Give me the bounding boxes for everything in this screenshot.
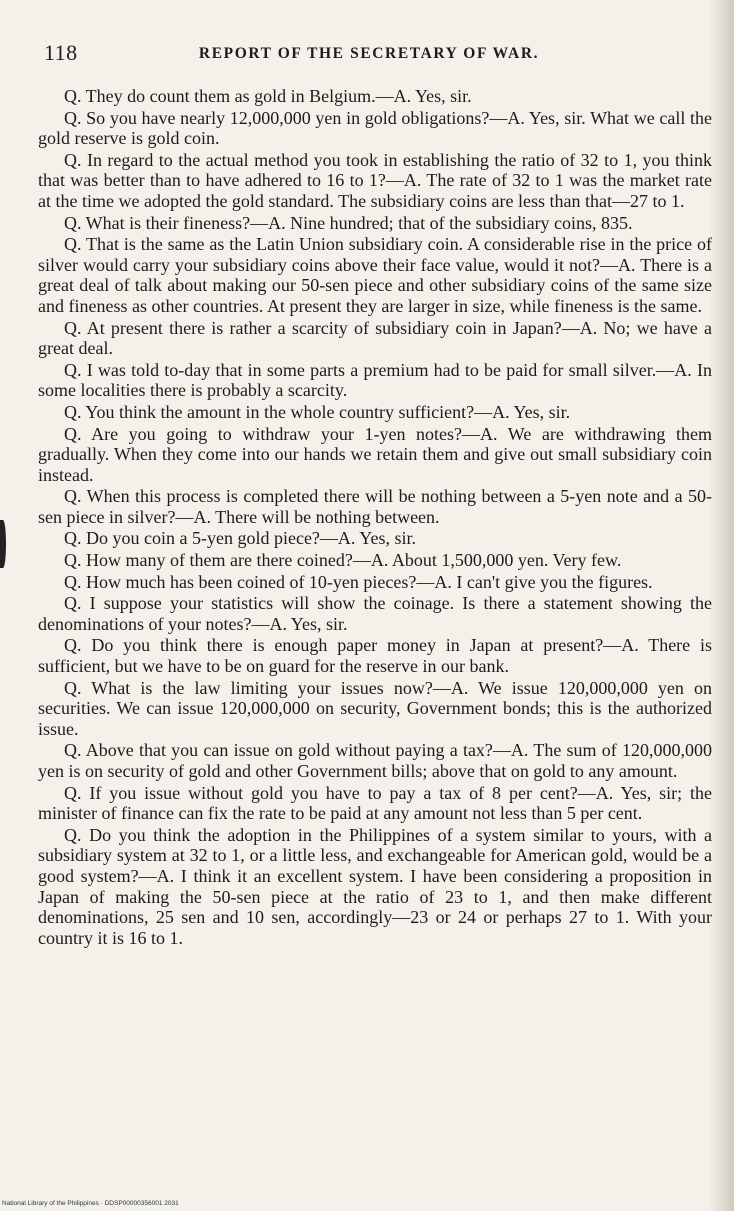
paragraph: Q. Above that you can issue on gold without paying a tax?—A. The sum of 120,000,000 yen is on security of gold and other Government bills; above that on gold to any amount.: [38, 740, 712, 781]
paragraph: Q. You think the amount in the whole country sufficient?—A. Yes, sir.: [64, 401, 571, 422]
paragraph: Q. So you have nearly 12,000,000 yen in gold obligations?—A. Yes, sir. What we call the gold reserve is gold coin.: [38, 107, 712, 149]
paragraph: Q. I was told to-day that in some parts a premium had to be paid for small silver.—A. In some localities there is probably a scarcity.: [38, 359, 712, 401]
paragraph: Q. At present there is rather a scarcity of subsidiary coin in Japan?—A. No; we have a great deal.: [38, 317, 712, 359]
paragraph: Q. I suppose your statistics will show the coinage. Is there a statement showing the denominations of your notes?—A. Yes, sir.: [38, 593, 712, 634]
paragraph: Q. What is the law limiting your issues now?—A. We issue 120,000,000 yen on securities. We can issue 120,000,000 on security, Government bonds; this is the authorized issue.: [38, 677, 712, 739]
paragraph: Q. What is their fineness?—A. Nine hundred; that of the subsidiary coins, 835.: [64, 212, 633, 233]
body-text: [38, 86, 712, 949]
scan-footer: National Library of the Philippines · DDSP00000356001 2031: [2, 1200, 179, 1207]
paragraph: Q. Do you think the adoption in the Philippines of a system similar to yours, with a subsidiary system at 32 to 1, or a little less, and exchangeable for American gold, would be a good system?—A. I think it an excellent system. I have been considering a proposition in Japan of making the 50-sen piece at the ratio of 23 to 1, and then make different denominations, 25 sen and 10 sen, accordingly—23 or 24 or perhaps 27 to 1. With your country it is 16 to 1.: [38, 824, 712, 948]
paragraph: Q. If you issue without gold you have to pay a tax of 8 per cent?—A. Yes, sir; the minister of finance can fix the rate to be paid at any amount not less than 5 per cent.: [38, 782, 712, 824]
paragraph: Q. That is the same as the Latin Union subsidiary coin. A considerable rise in the price of silver would carry your subsidiary coins above their face value, would it not?—A. There is a great deal of talk about making our 50-sen piece and other subsidiary coins of the same size and fineness as other countries. At present they are larger in size, while fineness is the same.: [38, 234, 712, 316]
page-number: 118: [44, 40, 78, 65]
paragraph: Q. Do you coin a 5-yen gold piece?—A. Yes, sir.: [64, 528, 416, 549]
paragraph: Q. Do you think there is enough paper money in Japan at present?—A. There is sufficient, but we have to be on guard for the reserve in our bank.: [38, 635, 712, 677]
paragraph: Q. How much has been coined of 10-yen pieces?—A. I can't give you the figures.: [64, 571, 653, 592]
paragraph: Q. How many of them are there coined?—A. About 1,500,000 yen. Very few.: [64, 550, 622, 571]
paragraph: Q. They do count them as gold in Belgium.—A. Yes, sir.: [64, 86, 472, 106]
paragraph: Q. In regard to the actual method you took in establishing the ratio of 32 to 1, you think that was better than to have adhered to 16 to 1?—A. The rate of 32 to 1 was the market rate at the time we adopted the gold standard. The subsidiary coins are less than that—27 to 1.: [38, 149, 712, 211]
paragraph: Q. Are you going to withdraw your 1-yen notes?—A. We are withdrawing them gradually. When they come into our hands we retain them and give out small subsidiary coin instead.: [38, 423, 712, 485]
scan-smudge: [0, 520, 6, 568]
page-header: [44, 40, 694, 70]
paragraph: Q. When this process is completed there will be nothing between a 5-yen note and a 50-sen piece in silver?—A. There will be nothing between.: [38, 486, 712, 527]
running-head: REPORT OF THE SECRETARY OF WAR.: [198, 45, 540, 62]
